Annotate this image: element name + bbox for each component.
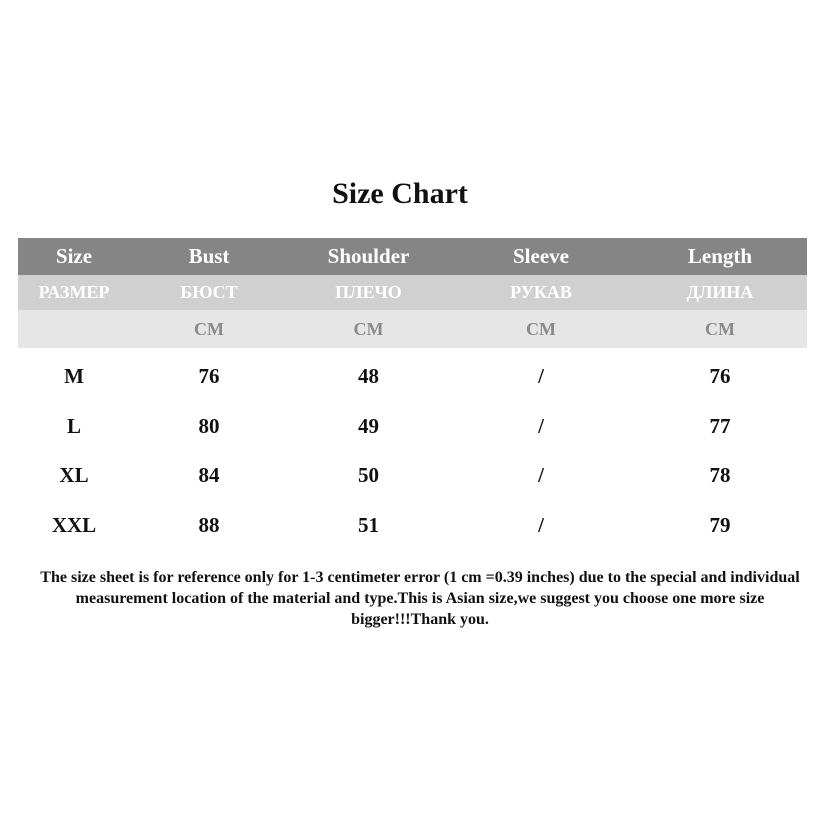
cell-size: XXL xyxy=(51,512,97,537)
header-bust: Bust xyxy=(188,244,230,268)
cell-shoulder: 50 xyxy=(358,463,379,488)
table-row xyxy=(18,451,807,501)
cell-sleeve: / xyxy=(538,512,544,537)
cell-bust: 76 xyxy=(198,364,220,389)
table-row xyxy=(18,402,807,452)
header-length: Length xyxy=(687,244,753,268)
cell-shoulder: 48 xyxy=(358,364,379,389)
cell-length: 79 xyxy=(709,512,731,537)
cell-length: 78 xyxy=(709,463,731,488)
header-bust-ru: БЮСТ xyxy=(180,282,238,302)
header-length-ru: ДЛИНА xyxy=(686,282,754,302)
header-size: Size xyxy=(55,244,93,268)
unit-size xyxy=(18,310,130,348)
cell-size: L xyxy=(66,413,81,438)
table-row xyxy=(18,352,807,402)
cell-length: 76 xyxy=(709,364,731,389)
size-disclaimer-note: The size sheet is for reference only for 1-3 centimeter error (1 cm =0.39 inches) due to the special and individual measurement location of the material and type.This is Asian size,we suggest you choose one more size bigger!!!Thank you. xyxy=(40,569,800,628)
cell-shoulder: 49 xyxy=(358,413,379,438)
header-sleeve-ru: РУКАВ xyxy=(510,282,572,302)
cell-sleeve: / xyxy=(538,463,544,488)
chart-title: Size Chart xyxy=(332,177,468,210)
header-row-units xyxy=(18,310,807,348)
header-row-russian xyxy=(18,275,807,310)
header-size-ru: РАЗМЕР xyxy=(38,282,110,302)
unit-length: CM xyxy=(705,318,735,339)
header-shoulder: Shoulder xyxy=(327,244,410,268)
unit-shoulder: CM xyxy=(353,318,384,339)
cell-bust: 80 xyxy=(198,413,220,438)
cell-sleeve: / xyxy=(538,364,544,389)
cell-bust: 88 xyxy=(198,512,220,537)
cell-shoulder: 51 xyxy=(358,512,379,537)
table-row xyxy=(18,501,807,551)
cell-bust: 84 xyxy=(198,463,220,488)
unit-bust: CM xyxy=(194,318,224,339)
header-shoulder-ru: ПЛЕЧО xyxy=(335,282,402,302)
cell-length: 77 xyxy=(709,413,731,438)
header-row-english xyxy=(18,238,807,275)
unit-sleeve: CM xyxy=(526,318,556,339)
size-table-body xyxy=(18,352,807,550)
cell-sleeve: / xyxy=(538,413,544,438)
cell-size: XL xyxy=(59,463,89,488)
header-sleeve: Sleeve xyxy=(513,244,569,268)
cell-size: M xyxy=(64,364,84,389)
